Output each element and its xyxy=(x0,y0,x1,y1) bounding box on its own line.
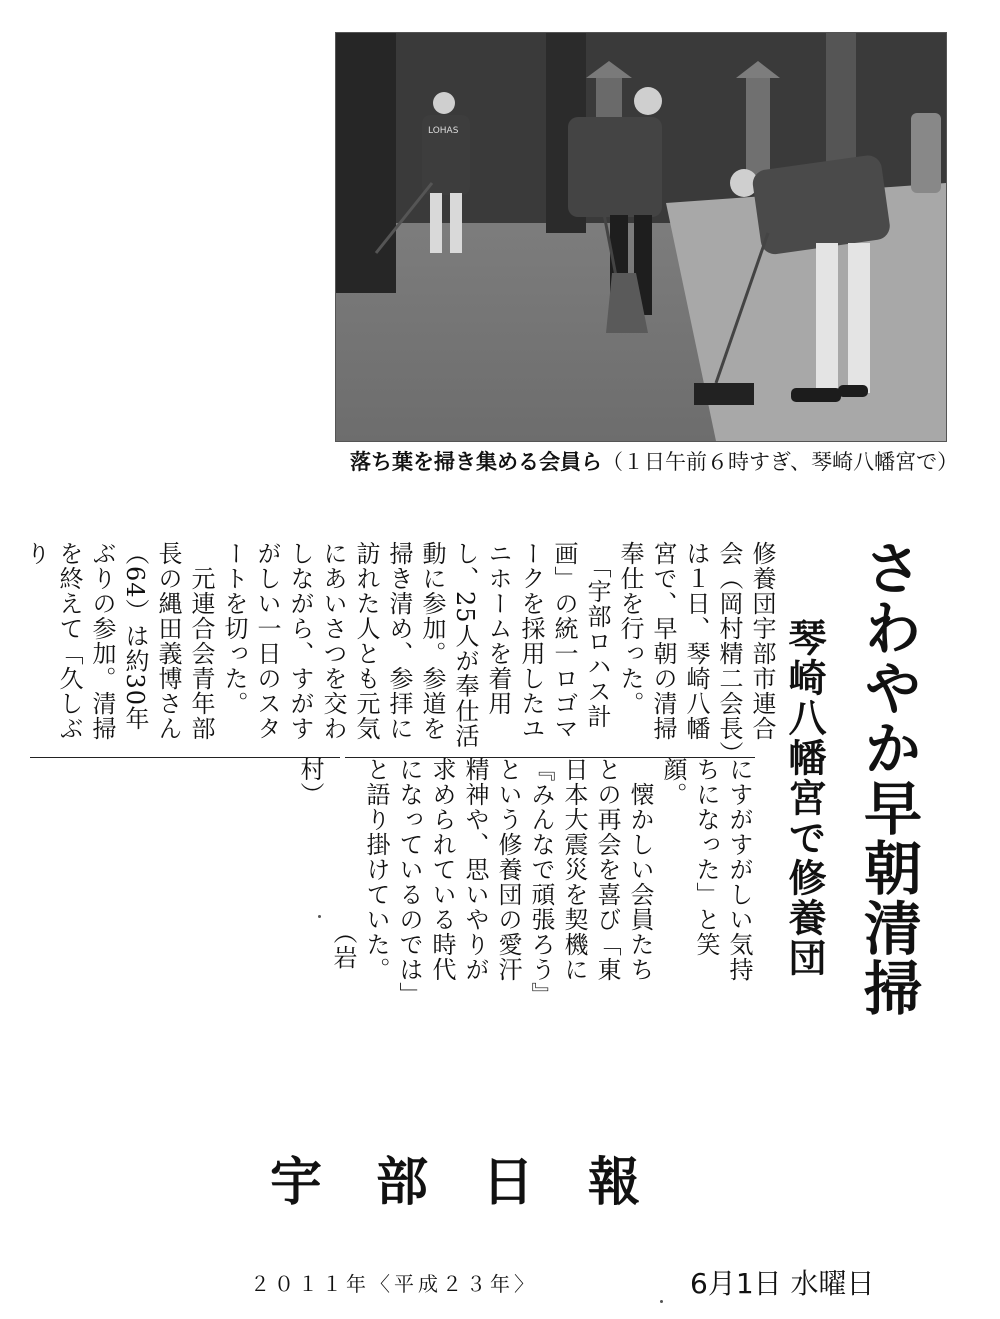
article-body-lower: にすがすがしい気持ちになった」と笑顔。 懐かしい会員たちとの再会を喜び「東日本大震災を契機に『みんなで頑張ろう』という修養団の愛汗精神や、思いやりが求められている時代になっているのでは」と語り掛けていた。 （岩村） xyxy=(296,757,753,995)
date-era: ２０１１年〈平成２３年〉 xyxy=(250,1272,538,1296)
news-photo xyxy=(335,32,947,442)
caption-detail: （１日午前６時すぎ、琴崎八幡宮で） xyxy=(602,450,959,474)
photo-caption xyxy=(350,447,960,477)
jacket-logo-text: LOHAS xyxy=(428,126,459,136)
headline: さわやか早朝清掃 xyxy=(854,538,922,1018)
print-speck xyxy=(318,915,321,918)
print-speck xyxy=(660,1300,663,1303)
article-body-upper: 修養団宇部市連合会（岡村精二会長）は１日、琴崎八幡宮で、早朝の清掃奉仕を行った。 「宇部ロハス計画」の統一ロゴマークを採用したユニホームを着用し、25人が奉仕活動に参加。参道を掃き清め、参拝に訪れた人とも元気にあいさつを交わしながら、すがすがしい一日のスタートを切った。 元連合会青年部長の縄田義博さん（64）は約30年ぶりの参加。清掃を終えて「久しぶり xyxy=(22,541,776,754)
photo-illustration xyxy=(336,33,946,441)
date-day: 6月1日 水曜日 xyxy=(690,1267,875,1300)
caption-main: 落ち葉を掃き集める会員ら xyxy=(350,450,602,474)
dateline xyxy=(250,1267,950,1300)
newspaper-masthead: 宇部日報 xyxy=(270,1152,695,1213)
subheadline: 琴崎八幡宮で修養団 xyxy=(782,618,826,978)
